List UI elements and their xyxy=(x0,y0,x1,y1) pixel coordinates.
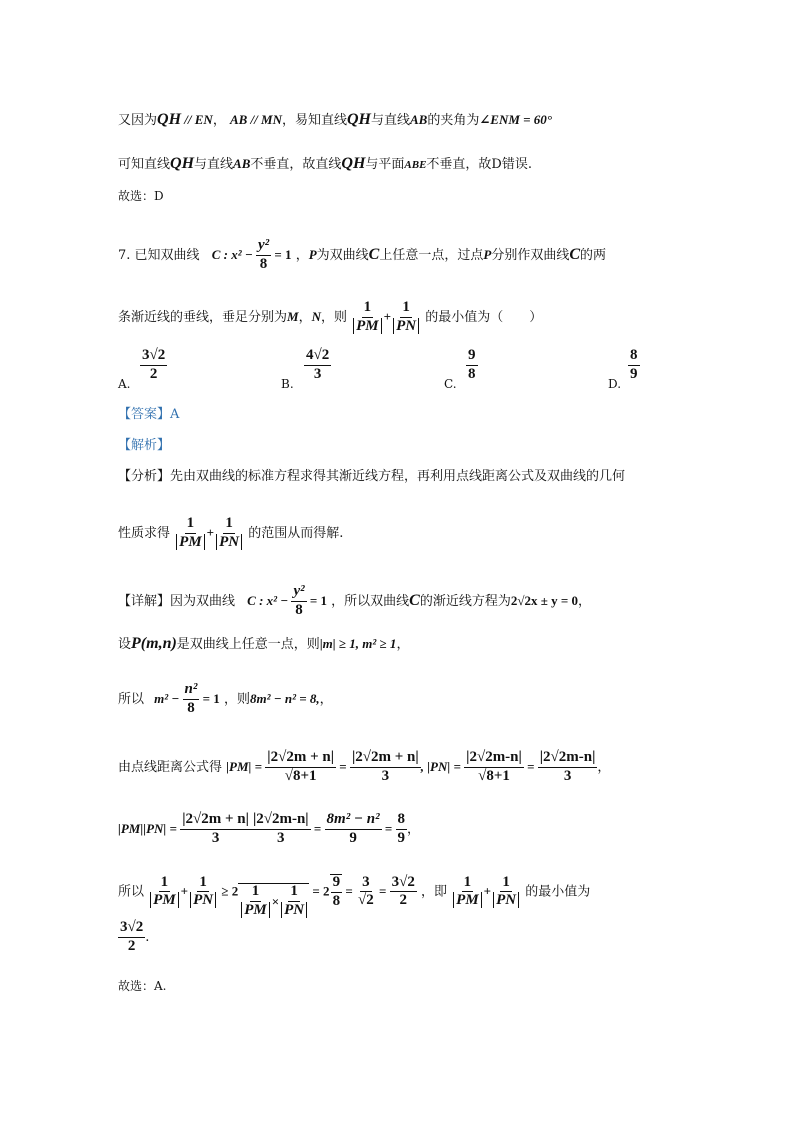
text: 不垂直，故直线 xyxy=(250,157,342,172)
text: ， xyxy=(212,113,230,128)
math: ≥ 2 xyxy=(218,883,239,899)
fraction xyxy=(174,516,207,551)
text: 是双曲线上任意一点，则 xyxy=(176,637,320,652)
option-d-value[interactable] xyxy=(628,348,640,383)
math: = xyxy=(523,758,538,774)
text: ，则 xyxy=(320,309,347,325)
math: 8 xyxy=(259,255,268,272)
math: C : x² − xyxy=(211,246,256,262)
math: AB xyxy=(410,112,428,127)
math: = 1 xyxy=(306,592,328,608)
fraction xyxy=(391,300,421,335)
math: // xyxy=(247,112,262,127)
math: 3 xyxy=(563,767,572,784)
text: ，即 xyxy=(421,884,448,900)
math: PN xyxy=(216,534,242,550)
math: M xyxy=(287,308,299,324)
text: 分别作双曲线 xyxy=(491,247,570,263)
text: 条渐近线的垂线，垂足分别为 xyxy=(118,309,288,325)
math: 2√2x ± y = 0 xyxy=(510,592,579,608)
math: C : x² − xyxy=(247,592,292,608)
fraction xyxy=(265,750,336,785)
math: PN xyxy=(393,318,419,334)
detail-line-3 xyxy=(118,682,333,717)
math: 1 xyxy=(159,875,171,893)
fraction xyxy=(256,238,271,273)
option-b-label[interactable]: B. xyxy=(281,377,294,391)
question-7-line-1 xyxy=(118,238,606,273)
text: 由点线距离公式得 xyxy=(118,759,223,775)
math: |PM| = xyxy=(226,758,266,774)
math: |2√2m-n| xyxy=(251,812,311,830)
math: |2√2m + n| xyxy=(180,812,251,830)
text: 的夹角为 xyxy=(427,113,480,128)
math: 9 xyxy=(349,829,357,846)
math: √8+1 xyxy=(478,767,510,784)
math: y² xyxy=(256,238,271,256)
math: |PM||PN| = xyxy=(118,820,181,836)
option-c-value[interactable] xyxy=(466,348,478,383)
fraction xyxy=(464,750,524,785)
math: 3 xyxy=(277,829,285,846)
text: ， xyxy=(396,637,410,652)
fraction xyxy=(180,812,251,847)
fraction xyxy=(325,812,382,847)
math: |2√2m-n| xyxy=(464,750,524,768)
math: PM xyxy=(453,892,482,908)
answer-label: 【答案】A xyxy=(118,407,180,422)
element xyxy=(154,682,220,717)
math: PM xyxy=(176,534,205,550)
math: ∠ENM = 60° xyxy=(479,112,552,127)
math: 1 xyxy=(500,875,512,893)
math: 3√2 xyxy=(390,875,417,893)
detail-line-6 xyxy=(118,874,590,919)
analysis-text: 【分析】先由双曲线的标准方程求得其渐近线方程，再利用点线距离公式及双曲线的几何 xyxy=(118,469,626,484)
text: ，则 xyxy=(223,691,250,707)
fraction xyxy=(330,874,343,910)
fraction xyxy=(538,750,598,785)
text: 性质求得 xyxy=(118,525,171,541)
math: 3√2 xyxy=(118,920,145,938)
math: 1 xyxy=(362,300,374,318)
text: 设 xyxy=(118,637,132,652)
math: |m| ≥ 1, m² ≥ 1 xyxy=(319,636,397,651)
math: = 1 xyxy=(271,246,292,262)
math: P(m,n) xyxy=(131,635,177,652)
option-c-label[interactable]: C. xyxy=(444,377,457,391)
text: 可知直线 xyxy=(118,157,171,172)
math: 1 xyxy=(288,884,300,902)
fraction xyxy=(183,682,200,717)
text-line-1 xyxy=(118,112,552,128)
detail-line-4 xyxy=(118,750,610,785)
detail-line-1 xyxy=(118,584,591,619)
text: . xyxy=(145,929,150,945)
text: ，易知直线 xyxy=(281,113,347,128)
math: PN xyxy=(281,902,307,918)
math: = xyxy=(310,820,325,836)
math: + xyxy=(383,308,392,324)
math: 8m² − n² = 8, xyxy=(249,690,320,706)
math: 3 xyxy=(360,875,372,893)
text: 的渐近线方程为 xyxy=(419,593,511,609)
math: MN xyxy=(261,112,282,127)
analysis-text-2 xyxy=(118,516,343,551)
answer-line-d: 故选：D xyxy=(118,189,164,203)
text: 所以 xyxy=(118,884,145,900)
math: = 2 xyxy=(309,883,330,899)
math: QH xyxy=(347,111,371,128)
fraction xyxy=(390,875,417,910)
analysis-label: 【解析】 xyxy=(118,438,171,453)
detail-line-5 xyxy=(118,812,420,847)
text: 上任意一点，过点 xyxy=(379,247,484,263)
math: QH xyxy=(170,155,195,172)
text: 与平面 xyxy=(365,157,405,172)
math: 9 xyxy=(630,365,638,382)
math: 1 xyxy=(185,516,197,534)
math: PM xyxy=(353,318,382,334)
sqrt xyxy=(238,883,309,919)
math: 1 xyxy=(462,875,474,893)
text: ， xyxy=(597,759,611,775)
math: EN xyxy=(194,112,213,127)
math: = 1 xyxy=(199,690,220,706)
fraction xyxy=(351,300,384,335)
text: ， xyxy=(407,821,421,837)
hyperbola-equation xyxy=(212,238,292,273)
fraction xyxy=(279,884,309,919)
math: 9 xyxy=(466,348,478,366)
text: ， xyxy=(295,247,309,263)
text: 又因为 xyxy=(118,113,158,128)
math: ABE xyxy=(404,159,427,171)
math: 4√2 xyxy=(304,348,331,366)
math: + xyxy=(206,524,215,540)
math: AB xyxy=(229,112,248,127)
math: |2√2m-n| xyxy=(538,750,598,768)
math: 3 xyxy=(381,767,390,784)
math: = xyxy=(375,883,390,899)
math: // xyxy=(181,112,195,127)
math: 8m² − n² xyxy=(325,812,382,830)
text: 与直线 xyxy=(371,113,411,128)
math: + xyxy=(180,883,189,899)
option-b-value[interactable] xyxy=(304,348,331,383)
text: 为双曲线 xyxy=(316,247,369,263)
math: = xyxy=(342,883,356,899)
text: 的两 xyxy=(580,247,607,263)
fraction xyxy=(118,920,145,955)
math: N xyxy=(311,308,321,324)
final-value xyxy=(118,920,149,955)
math: AB xyxy=(233,156,251,171)
text: 【详解】因为双曲线 xyxy=(118,593,236,609)
text: 的最小值为（ ） xyxy=(425,309,543,325)
math: 2 xyxy=(399,892,407,909)
text: ，所以双曲线 xyxy=(331,593,410,609)
math: PM xyxy=(150,892,179,908)
math: |2√2m + n| xyxy=(265,750,336,768)
math: 8 xyxy=(187,699,195,716)
text: ， xyxy=(578,593,592,609)
text: ， xyxy=(298,309,312,325)
math: m² − xyxy=(154,690,183,706)
math: √2 xyxy=(357,892,374,909)
fraction xyxy=(188,875,218,910)
math: 9 xyxy=(331,875,343,893)
math: 8 xyxy=(628,348,640,366)
fraction xyxy=(356,875,376,910)
math: QH xyxy=(157,111,182,128)
math: C xyxy=(409,591,420,609)
math: P xyxy=(308,246,317,262)
math: C xyxy=(569,245,580,263)
fraction xyxy=(291,584,306,619)
math: , |PN| = xyxy=(420,758,465,774)
text: 的范围从而得解. xyxy=(248,525,344,541)
element xyxy=(247,584,327,619)
fraction xyxy=(214,516,244,551)
text-line-2 xyxy=(118,156,532,172)
math: QH xyxy=(341,155,366,172)
math: 1 xyxy=(223,516,235,534)
math: P xyxy=(483,246,492,262)
text: 所以 xyxy=(118,691,145,707)
option-d-label[interactable]: D. xyxy=(608,377,622,391)
math: 8 xyxy=(332,892,341,909)
option-a-value[interactable] xyxy=(140,348,167,383)
math: 9 xyxy=(397,829,406,846)
fraction xyxy=(491,875,521,910)
fraction xyxy=(148,875,181,910)
math: n² xyxy=(183,682,200,700)
math: 2 xyxy=(127,937,136,954)
math: PM xyxy=(241,902,270,918)
detail-line-2 xyxy=(118,636,409,652)
math: = xyxy=(381,820,396,836)
math: 1 xyxy=(250,884,262,902)
math: 8 xyxy=(468,365,476,382)
text: 不垂直，故D错误. xyxy=(426,157,532,172)
math: |2√2m + n| xyxy=(350,750,421,768)
fraction xyxy=(239,884,272,919)
answer-line-a: 故选：A. xyxy=(118,979,167,993)
math: √8+1 xyxy=(284,767,317,784)
math: 1 xyxy=(400,300,412,318)
text: 与直线 xyxy=(194,157,234,172)
text: 的最小值为 xyxy=(525,884,591,900)
text: 7. 已知双曲线 xyxy=(118,247,200,263)
math: 8 xyxy=(396,812,408,830)
text: ， xyxy=(319,691,333,707)
math: = xyxy=(336,758,350,774)
fraction xyxy=(251,812,311,847)
math: 3√2 xyxy=(140,348,167,366)
math: PN xyxy=(190,892,216,908)
math: PN xyxy=(493,892,519,908)
math: 8 xyxy=(295,601,303,618)
math: 3 xyxy=(211,829,220,846)
math: y² xyxy=(291,584,306,602)
math: C xyxy=(368,245,380,263)
math: 2 xyxy=(149,365,158,382)
fraction xyxy=(350,750,421,785)
option-a-label[interactable]: A. xyxy=(118,377,131,391)
question-7-line-2 xyxy=(118,300,542,335)
fraction xyxy=(451,875,484,910)
math: × xyxy=(271,894,280,909)
math: 3 xyxy=(313,365,322,382)
math: 1 xyxy=(197,875,209,893)
math: + xyxy=(483,883,492,899)
fraction xyxy=(396,812,408,847)
